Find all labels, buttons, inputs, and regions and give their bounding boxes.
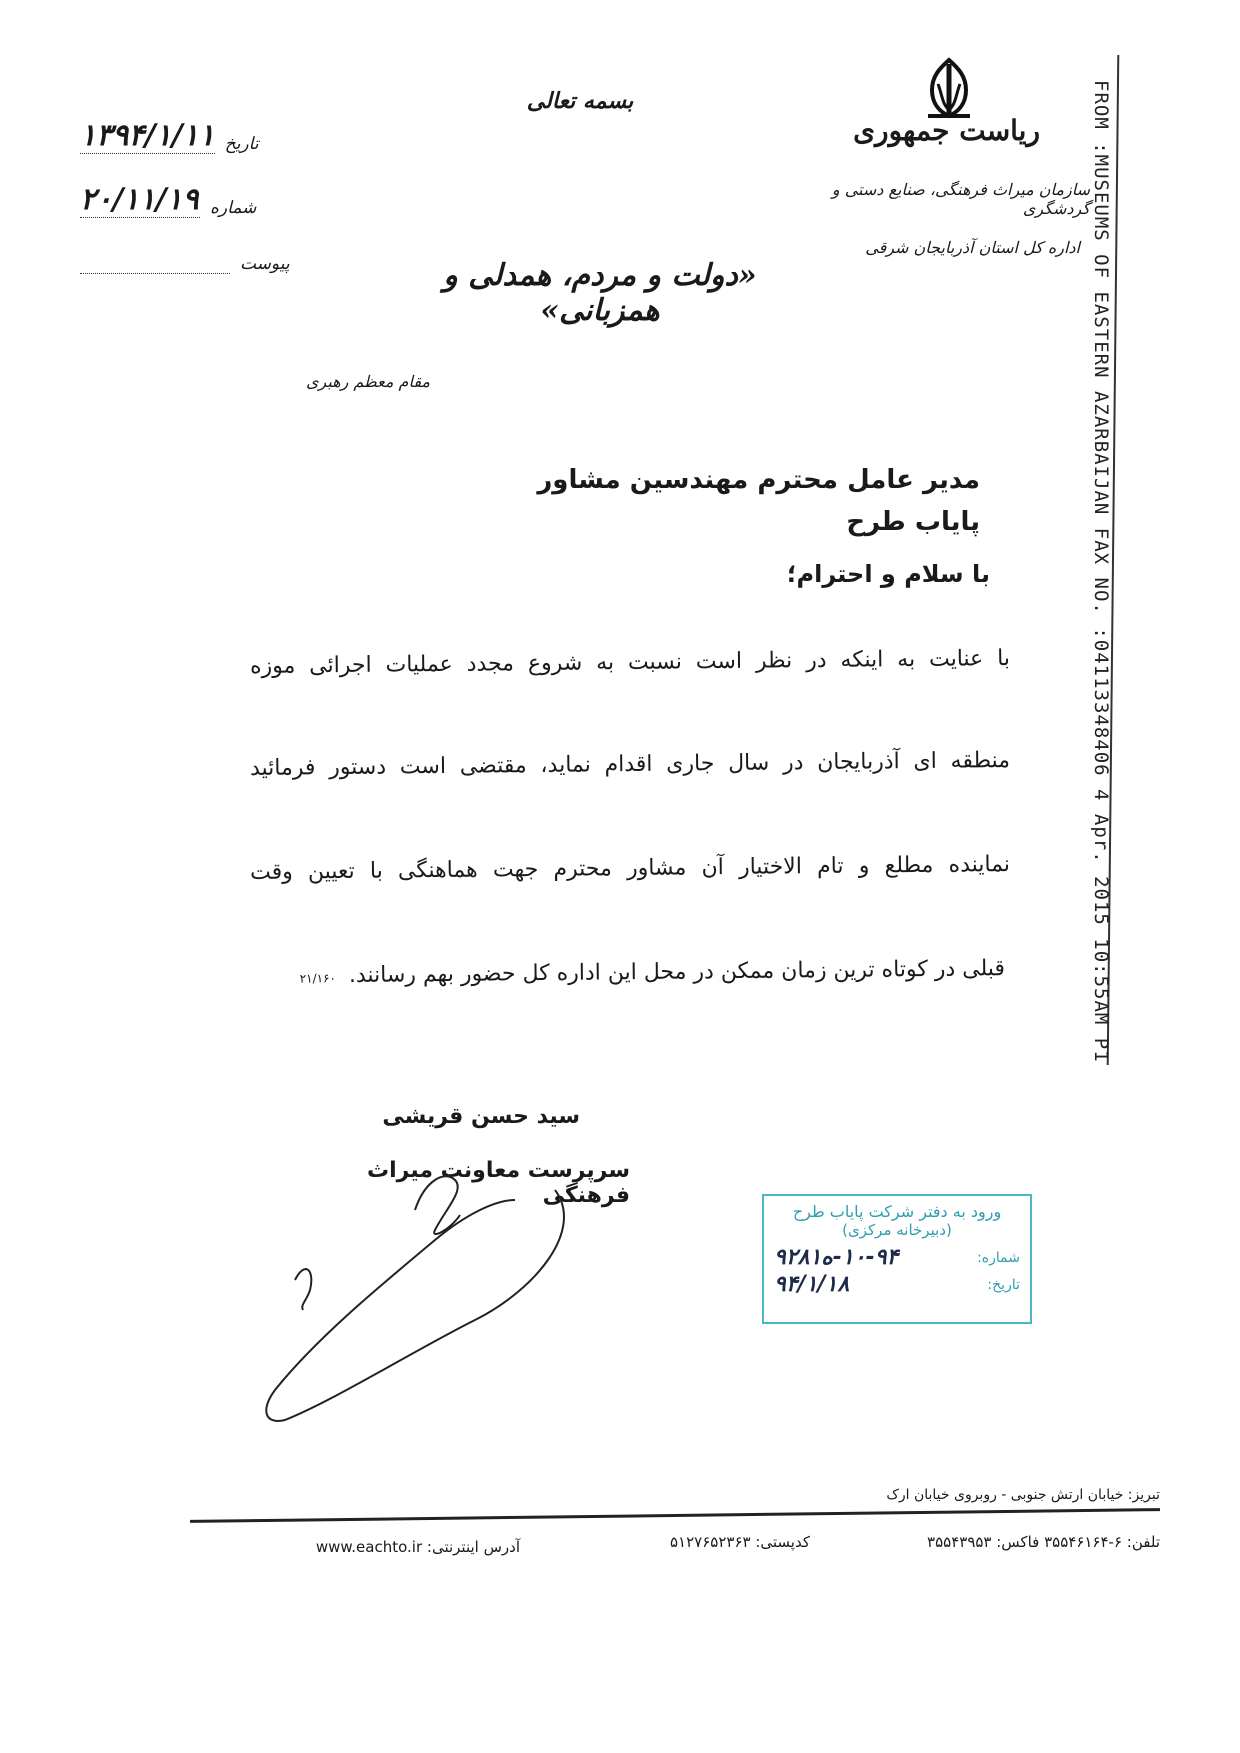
date-field [80,108,320,154]
stamp-date-value: ۹۴/۱/۱۸ [774,1272,850,1297]
footer-address: تبریز: خیابان ارتش جنوبی - روبروی خیابان ارک [886,1487,1160,1503]
signer-title: سرپرست معاونت میراث فرهنگی [367,1158,630,1208]
stamp-number-row [774,1245,1020,1270]
stamp-date-row [774,1272,1020,1297]
attachment-label: پیوست [240,254,290,274]
leader-note: مقام معظم رهبری [305,372,430,391]
handwritten-signature-icon [255,1170,595,1430]
recipient: مدیر عامل محترم مهندسین مشاور پایاب طرح [537,465,980,537]
number-field [80,172,320,218]
stamp-date-label: تاریخ: [987,1276,1020,1293]
stamp-number-value: ۱۰-۹۴-ه۹۲۸۱ [774,1245,899,1270]
attachment-blank [80,253,230,274]
number-label: شماره [210,198,257,218]
date-value: ۱۳۹۴/۱/۱۱ [80,118,215,153]
date-label: تاریخ [224,134,259,154]
body-line: نماینده مطلع و تام الاختیار آن مشاور محترم جهت هماهنگی با تعیین وقت [249,852,1011,885]
tail-code: ۲۱/۱۶۰ [299,971,337,986]
body-line: منطقه ای آذربایجان در سال جاری اقدام نماید، مقتضی است دستور فرمائید [249,748,1011,781]
number-value: ۲۰/۱۱/۱۹ [80,182,199,217]
footer-phone: تلفن: ۶-۳۵۵۴۶۱۶۴ فاکس: ۳۵۵۴۳۹۵۳ [927,1533,1160,1551]
body-line: با عنایت به اینکه در نظر است نسبت به شروع مجدد عملیات اجرائی موزه [249,646,1011,679]
stamp-number-label: شماره: [977,1249,1020,1266]
organization-name: سازمان میراث فرهنگی، صنایع دستی و گردشگری [831,180,1090,218]
basmala-heading: بسمه تعالی [526,88,634,114]
stamp-title: ورود به دفتر شرکت پایاب طرح [792,1202,1002,1221]
iran-emblem-icon [918,54,980,122]
body-line: قبلی در کوتاه ترین زمان ممکن در محل این اداره کل حضور بهم رسانند. [348,956,1006,989]
greeting: با سلام و احترام؛ [786,560,990,588]
department-name: اداره کل استان آذربایجان شرقی [865,238,1080,257]
attachment-field [80,228,320,274]
presidency-heading: ریاست جمهوری [853,114,1040,147]
footer-divider [190,1508,1160,1523]
slogan: «دولت و مردم، همدلی و همزبانی» [443,258,757,328]
footer-website: آدرس اینترنتی: www.eachto.ir [315,1538,520,1556]
signer-name: سید حسن قریشی [382,1104,580,1129]
stamp-subtitle: (دبیرخانه مرکزی) [842,1221,952,1239]
footer-postal-code: کدپستی: ۵۱۲۷۶۵۲۳۶۳ [670,1533,810,1551]
fax-header-text: FROM :MUSEUMS OF EASTERN AZARBAIJAN FAX NO. :04113348406 4 Apr. 2015 10:55AM P1 [1090,80,1112,1063]
receipt-stamp [762,1194,1032,1324]
fax-header [1082,80,1112,1063]
body-last-line [275,956,1005,989]
